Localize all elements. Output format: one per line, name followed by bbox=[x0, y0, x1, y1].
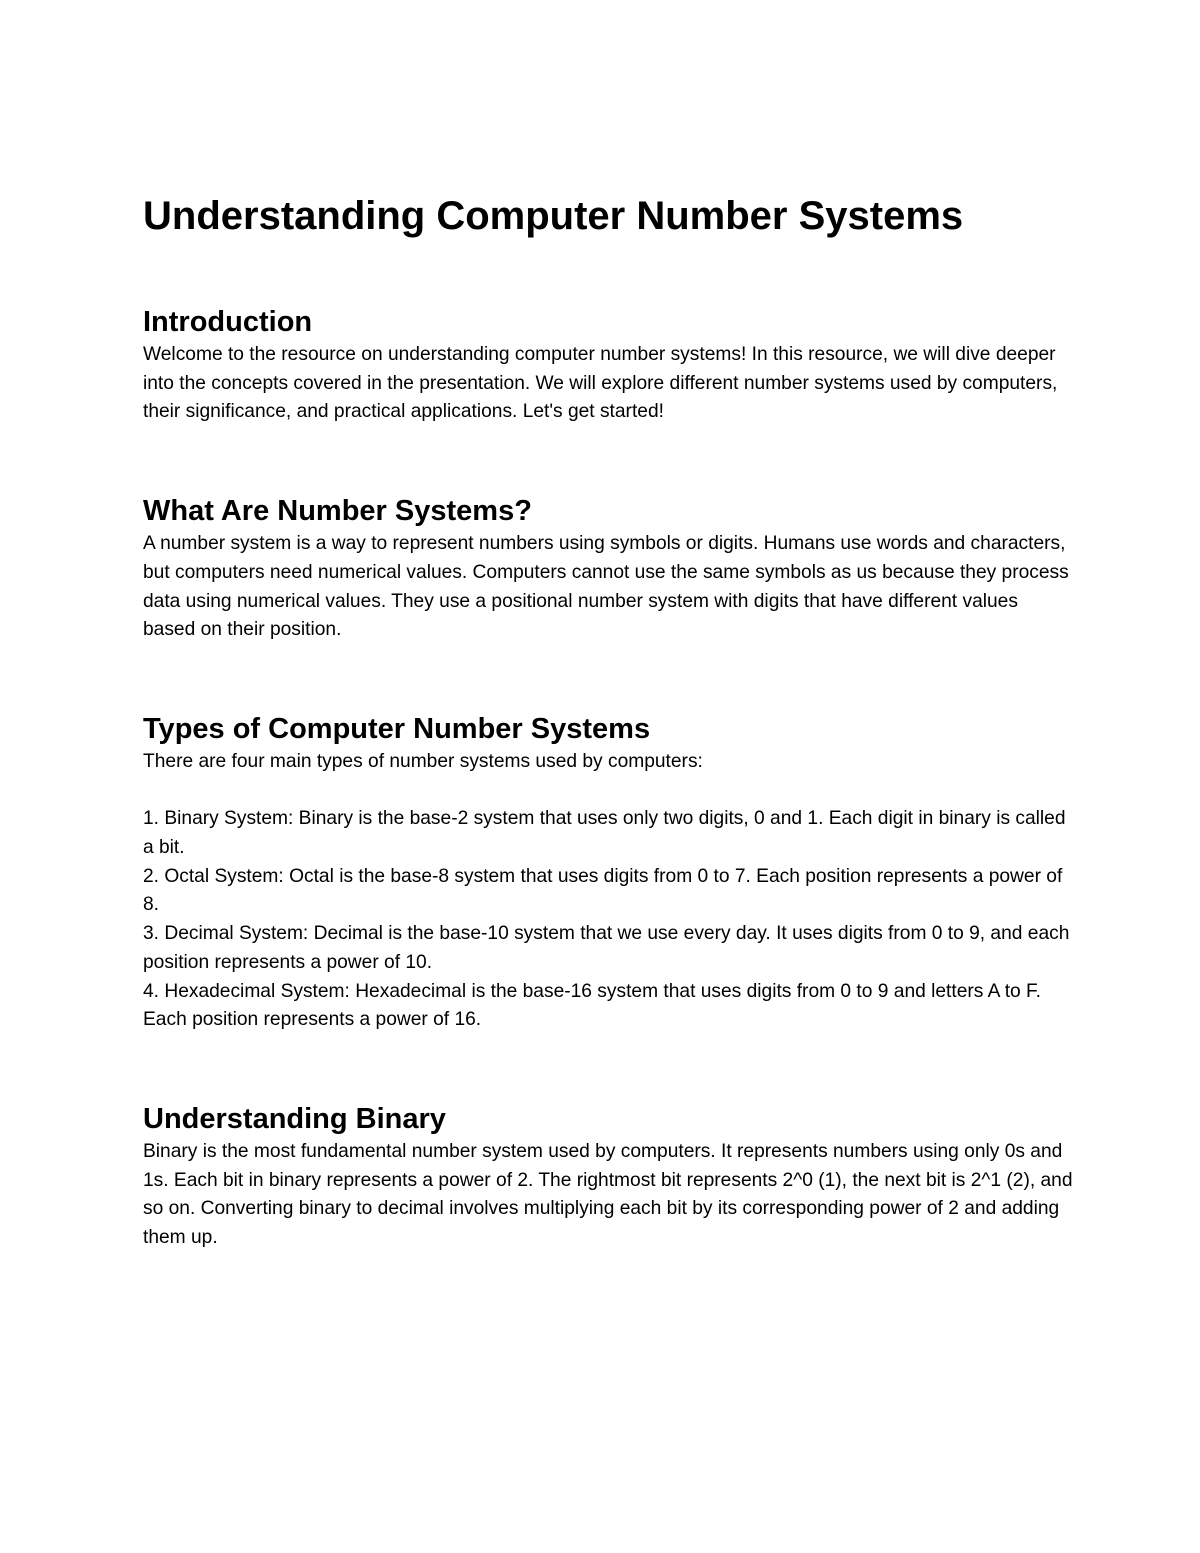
list-item-octal-system: 2. Octal System: Octal is the base-8 system that uses digits from 0 to 7. Each position represents a power of 8. bbox=[143, 865, 1063, 916]
section-heading-what-are-number-systems: What Are Number Systems? bbox=[143, 495, 532, 528]
section-heading-understanding-binary: Understanding Binary bbox=[143, 1102, 446, 1135]
section-introduction bbox=[143, 304, 1073, 427]
section-what-are-number-systems bbox=[143, 493, 1073, 645]
what-are-number-systems-paragraph: A number system is a way to represent numbers using symbols or digits. Humans use words and characters, but computers need numerical values. Computers cannot use the same symbols as us because they process data using numerical values. They use a positional number system with digits that have different values based on their position. bbox=[143, 533, 1069, 641]
section-types-of-number-systems bbox=[143, 711, 1073, 1035]
section-heading-types: Types of Computer Number Systems bbox=[143, 712, 651, 745]
document-page bbox=[143, 190, 1073, 1253]
section-understanding-binary bbox=[143, 1101, 1073, 1253]
list-item-hexadecimal-system: 4. Hexadecimal System: Hexadecimal is the base-16 system that uses digits from 0 to 9 and letters A to F. Each position represents a power of 16. bbox=[143, 980, 1041, 1031]
number-system-types-list bbox=[143, 805, 1073, 1035]
list-item-binary-system: 1. Binary System: Binary is the base-2 system that uses only two digits, 0 and 1. Each digit in binary is called a bit. bbox=[143, 808, 1066, 859]
types-intro-paragraph: There are four main types of number systems used by computers: bbox=[143, 750, 703, 772]
introduction-paragraph: Welcome to the resource on understanding computer number systems! In this resource, we will dive deeper into the concepts covered in the presentation. We will explore different number systems used by computers, their significance, and practical applications. Let's get started! bbox=[143, 344, 1058, 423]
section-heading-introduction: Introduction bbox=[143, 306, 313, 338]
understanding-binary-paragraph: Binary is the most fundamental number system used by computers. It represents numbers using only 0s and 1s. Each bit in binary represents a power of 2. The rightmost bit represents 2^0 (1), the next bit is 2^1 (2), and so on. Converting binary to decimal involves multiplying each bit by its corresponding power of 2 and adding them up. bbox=[143, 1140, 1073, 1249]
list-item-decimal-system: 3. Decimal System: Decimal is the base-10 system that we use every day. It uses digits from 0 to 9, and each position represents a power of 10. bbox=[143, 923, 1070, 973]
document-title: Understanding Computer Number Systems bbox=[143, 194, 964, 238]
